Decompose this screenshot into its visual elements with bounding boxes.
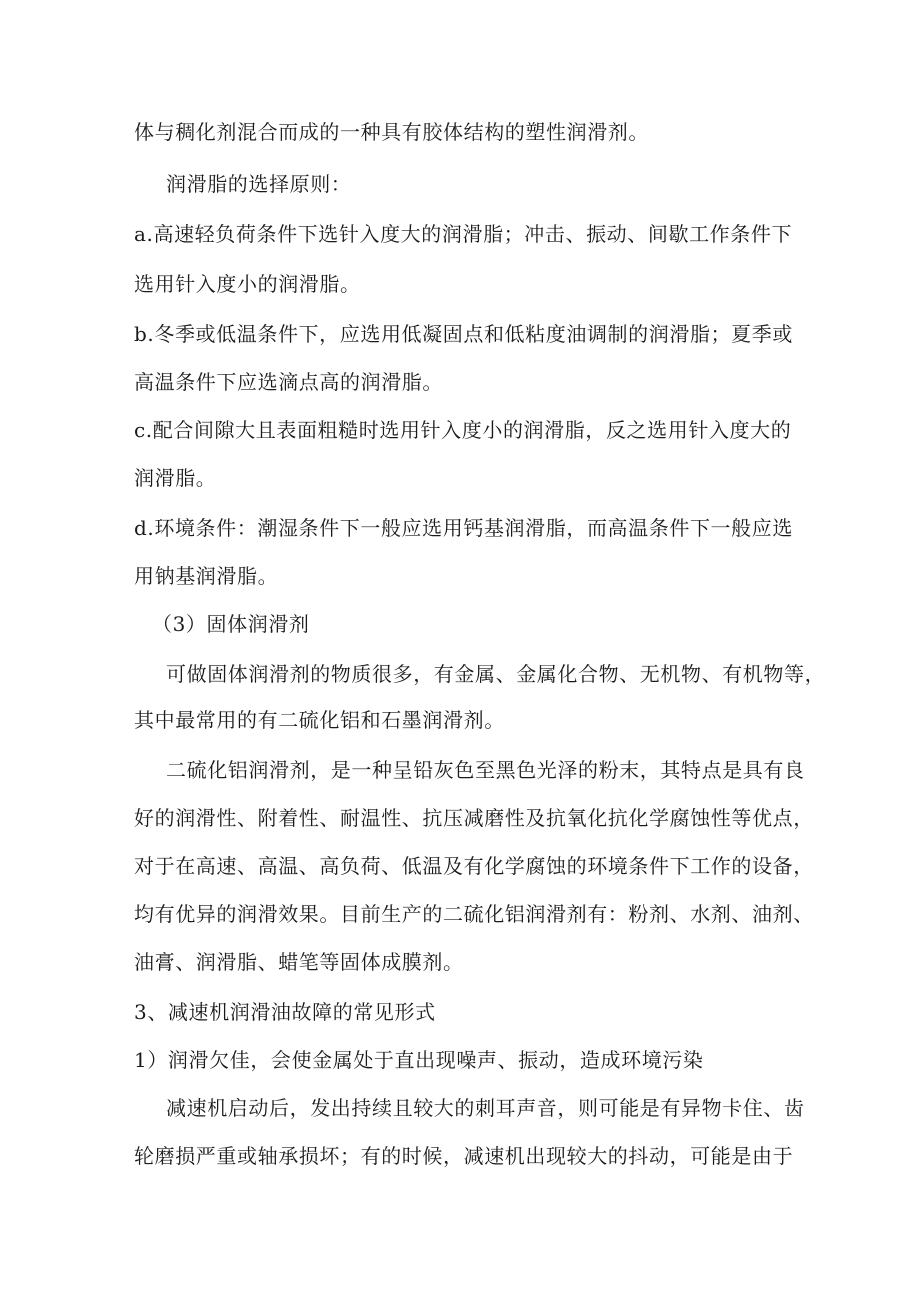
text-line: 轮磨损严重或轴承损坏；有的时候，减速机出现较大的抖动，可能是由于: [134, 1144, 794, 1168]
text-line: 高温条件下应选滴点高的润滑脂。: [134, 370, 443, 394]
text-line: c.配合间隙大且表面粗糙时选用针入度小的润滑脂，反之选用针入度大的: [134, 418, 792, 442]
text-line: a.高速轻负荷条件下选针入度大的润滑脂；冲击、振动、间歇工作条件下: [134, 222, 793, 246]
section-heading: （3）固体润滑剂: [152, 612, 310, 636]
text-line: 选用针入度小的润滑脂。: [134, 272, 361, 296]
text-line: 其中最常用的有二硫化铝和石墨润滑剂。: [134, 708, 505, 732]
text-line: 减速机启动后，发出持续且较大的刺耳声音，则可能是有异物卡住、齿: [166, 1096, 805, 1120]
text-line: 油膏、润滑脂、蜡笔等固体成膜剂。: [134, 950, 464, 974]
section-heading: 润滑脂的选择原则：: [166, 172, 352, 196]
text-line: 均有优异的润滑效果。目前生产的二硫化铝润滑剂有：粉剂、水剂、油剂、: [134, 902, 814, 926]
section-heading: 1）润滑欠佳，会使金属处于直出现噪声、振动，造成环境污染: [134, 1048, 704, 1072]
text-line: 好的润滑性、附着性、耐温性、抗压减磨性及抗氧化抗化学腐蚀性等优点，: [134, 806, 814, 830]
text-line: 可做固体润滑剂的物质很多，有金属、金属化合物、无机物、有机物等，: [166, 662, 826, 686]
text-line: d.环境条件：潮湿条件下一般应选用钙基润滑脂，而高温条件下一般应选: [134, 516, 793, 540]
text-line: 二硫化铝润滑剂，是一种呈铅灰色至黑色光泽的粉末，其特点是具有良: [166, 758, 805, 782]
section-heading: 3、减速机润滑油故障的常见形式: [134, 1000, 436, 1024]
text-line: 对于在高速、高温、高负荷、低温及有化学腐蚀的环境条件下工作的设备，: [134, 854, 814, 878]
text-line: b.冬季或低温条件下，应选用低凝固点和低粘度油调制的润滑脂；夏季或: [134, 322, 793, 346]
text-line: 体与稠化剂混合而成的一种具有胶体结构的塑性润滑剂。: [134, 120, 649, 144]
text-line: 用钠基润滑脂。: [134, 564, 279, 588]
text-line: 润滑脂。: [134, 466, 217, 490]
